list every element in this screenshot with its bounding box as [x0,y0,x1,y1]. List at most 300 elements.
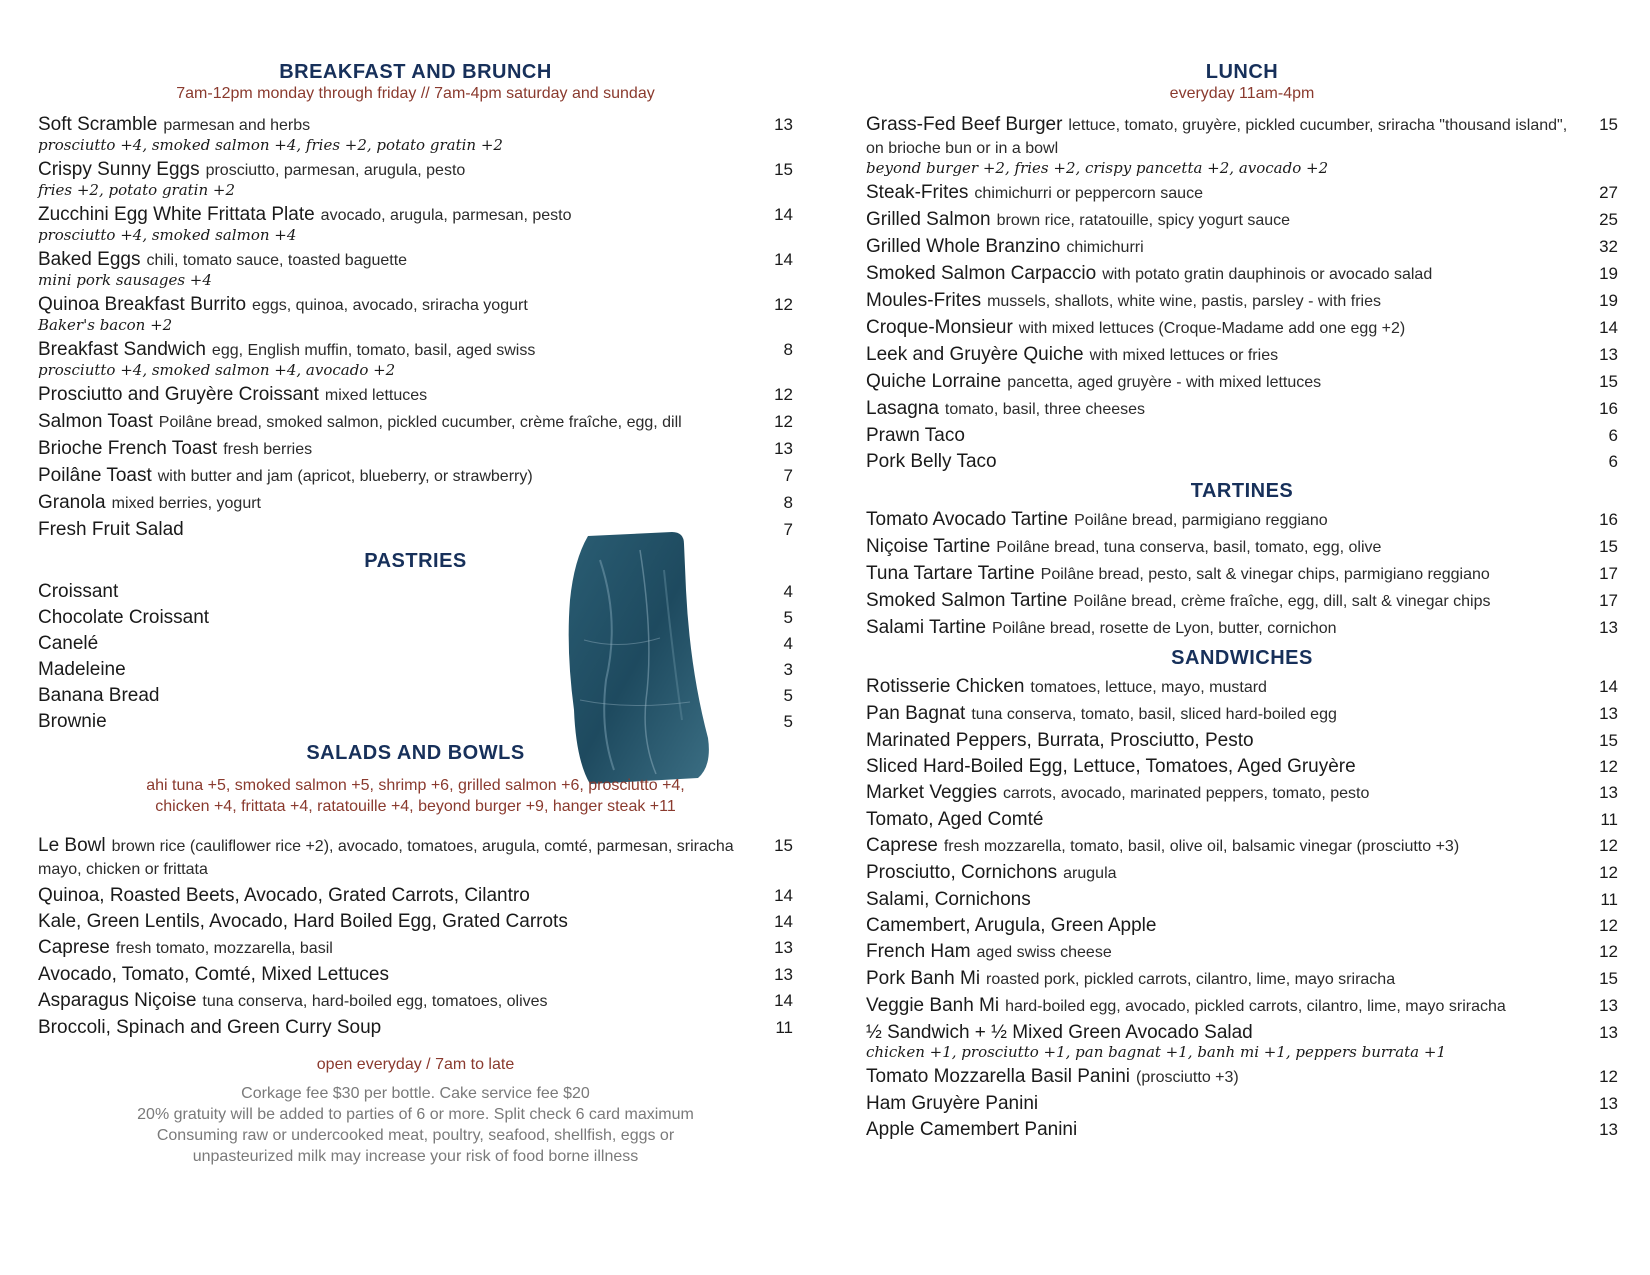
menu-item [38,384,793,407]
menu-item-price: 13 [1599,1023,1618,1042]
menu-item [38,685,793,707]
menu-item-line [38,911,753,933]
menu-item-name: Salmon Toast [38,411,153,432]
menu-item-name: Breakfast Sandwich [38,339,206,360]
menu-item-price: 14 [1599,677,1618,696]
menu-item-price: 13 [1599,996,1618,1015]
breakfast-list [38,114,793,541]
menu-item [866,509,1618,532]
lunch-title: LUNCH [1205,61,1279,83]
menu-item-description: fresh berries [223,441,313,458]
menu-item-name: Tomato Avocado Tartine [866,509,1069,530]
menu-item-name: Quiche Lorraine [866,371,1002,392]
menu-item-description: eggs, quinoa, avocado, sriracha yogurt [252,297,528,314]
menu-item-price: 3 [783,660,793,679]
menu-item [866,451,1618,473]
menu-item-price: 11 [775,1018,793,1037]
menu-item-name: Niçoise Tartine [866,536,991,557]
menu-item-name: Prosciutto and Gruyère Croissant [38,384,319,405]
menu-item-line [866,263,1578,286]
menu-item-description: mussels, shallots, white wine, pastis, parsley - with fries [987,293,1381,310]
menu-item-description: fresh tomato, mozzarella, basil [115,940,333,957]
menu-item-price: 7 [783,466,793,485]
menu-item-line [866,209,1578,232]
breakfast-hours: 7am-12pm monday through friday // 7am-4pm saturday and sunday [176,85,655,102]
menu-item-name: Leek and Gruyère Quiche [866,344,1084,365]
menu-item-name: Poilâne Toast [38,465,152,486]
menu-item-description: mixed berries, yogurt [111,495,261,512]
menu-item-price: 12 [774,412,793,431]
menu-item-line [866,1119,1578,1141]
menu-item-price: 12 [1599,916,1618,935]
right-column [866,60,1618,1145]
menu-item [38,990,793,1013]
menu-item-description: mixed lettuces [324,387,428,404]
menu-item [38,411,793,434]
menu-item-price: 12 [774,385,793,404]
menu-item-description: chili, tomato sauce, toasted baguette [146,252,408,269]
menu-item-line [866,451,1578,473]
menu-item-line [866,236,1578,259]
menu-item [866,114,1618,177]
menu-item-price: 32 [1599,237,1618,256]
menu-item-price: 19 [1599,264,1618,283]
menu-item-price: 15 [1599,115,1618,134]
menu-item [866,968,1618,991]
menu-item-price: 6 [1608,452,1618,471]
menu-item-line [866,809,1578,831]
menu-item-name: Grass-Fed Beef Burger [866,114,1063,135]
menu-item [38,581,793,603]
pastries-title: PASTRIES [364,550,467,572]
menu-item-line [866,317,1578,340]
menu-item-line [38,339,753,362]
menu-item-price: 12 [1599,757,1618,776]
menu-item-price: 15 [1599,731,1618,750]
menu-item-name: Brioche French Toast [38,438,218,459]
menu-item [866,182,1618,205]
menu-item-name: Salami Tartine [866,617,987,638]
open-hours: open everyday / 7am to late [316,1056,515,1073]
menu-item-price: 11 [1600,890,1618,909]
menu-item-name: Pork Banh Mi [866,968,981,989]
menu-item [866,371,1618,394]
menu-item-price: 13 [1599,345,1618,364]
menu-item-description: with potato gratin dauphinois or avocado salad [1102,266,1433,283]
menu-item-name: Madeleine [38,659,126,680]
menu-item-name: Tomato Mozzarella Basil Panini [866,1066,1131,1087]
menu-item-line [866,835,1578,858]
menu-item [38,937,793,960]
menu-item-name: Marinated Peppers, Burrata, Prosciutto, Pesto [866,730,1254,751]
menu-item-price: 14 [774,205,793,224]
menu-item-name: Le Bowl [38,835,106,856]
menu-item-price: 11 [1600,810,1618,829]
menu-item [38,911,793,933]
menu-item-line [38,1017,753,1039]
menu-item-price: 14 [1599,318,1618,337]
menu-item-name: Grilled Salmon [866,209,991,230]
menu-item-line [866,1066,1578,1089]
menu-item-name: Rotisserie Chicken [866,676,1025,697]
menu-item-name: Banana Bread [38,685,160,706]
breakfast-title: BREAKFAST AND BRUNCH [279,61,552,83]
menu-item-line [866,941,1578,964]
menu-item-line [866,617,1578,640]
menu-item-price: 12 [1599,942,1618,961]
menu-item-price: 13 [1599,1120,1618,1139]
menu-item-line [38,438,753,461]
menu-item [866,425,1618,447]
menu-item-description: tomato, basil, three cheeses [944,401,1146,418]
salads-extras-line2: chicken +4, frittata +4, ratatouille +4, beyond burger +9, hanger steak +11 [155,798,676,815]
menu-item-description: prosciutto, parmesan, arugula, pesto [205,162,466,179]
menu-item [38,294,793,334]
menu-item-price: 5 [783,712,793,731]
menu-item [38,607,793,629]
menu-item-name: Tuna Tartare Tartine [866,563,1035,584]
menu-item-name: Sliced Hard-Boiled Egg, Lettuce, Tomatoes, Aged Gruyère [866,756,1356,777]
menu-item-addons: prosciutto +4, smoked salmon +4, avocado +2 [38,361,396,379]
menu-item-line [38,711,753,733]
menu-item-name: Zucchini Egg White Frittata Plate [38,204,315,225]
menu-item [38,964,793,986]
menu-item [38,633,793,655]
menu-item [866,889,1618,911]
menu-item-name: ½ Sandwich + ½ Mixed Green Avocado Salad [866,1022,1253,1043]
menu-item-description: egg, English muffin, tomato, basil, aged swiss [211,342,536,359]
menu-item-name: French Ham [866,941,971,962]
menu-item-line [866,290,1578,313]
menu-item-price: 15 [1599,372,1618,391]
menu-item-addons: fries +2, potato gratin +2 [38,181,236,199]
menu-item-line [866,590,1578,613]
menu-item [866,590,1618,613]
menu-item-line [38,659,753,681]
menu-item-price: 13 [774,938,793,957]
menu-item [38,159,793,199]
menu-item-description: with butter and jam (apricot, blueberry, or strawberry) [157,468,533,485]
gratuity-note: 20% gratuity will be added to parties of 6 or more. Split check 6 card maximum [137,1106,694,1123]
menu-item-description: fresh mozzarella, tomato, basil, olive oil, balsamic vinegar (prosciutto +3) [943,838,1460,855]
menu-item-price: 13 [1599,618,1618,637]
menu-item [866,536,1618,559]
menu-item-line [866,182,1578,205]
menu-item [38,519,793,541]
menu-item-name: Grilled Whole Branzino [866,236,1061,257]
menu-item-line [38,519,753,541]
menu-item-price: 14 [774,912,793,931]
menu-item-line [38,159,753,182]
menu-item-name: Veggie Banh Mi [866,995,1000,1016]
left-column [38,60,793,1167]
menu-item-name: Pork Belly Taco [866,451,997,472]
menu-item-price: 13 [1599,1094,1618,1113]
menu-item-name: Croissant [38,581,119,602]
menu-item-name: Quinoa Breakfast Burrito [38,294,247,315]
menu-item [866,941,1618,964]
menu-item-line [38,964,753,986]
menu-item-line [38,581,753,603]
menu-item-line [38,465,753,488]
menu-item-price: 6 [1608,426,1618,445]
menu-item [38,114,793,154]
menu-item-name: Fresh Fruit Salad [38,519,184,540]
menu-item [866,398,1618,421]
menu-item [38,835,793,881]
menu-item [866,782,1618,805]
menu-item-name: Prawn Taco [866,425,965,446]
menu-item-description: hard-boiled egg, avocado, pickled carrots, cilantro, lime, mayo sriracha [1005,998,1506,1015]
menu-item-name: Crispy Sunny Eggs [38,159,200,180]
menu-item-name: Market Veggies [866,782,997,803]
menu-item [866,563,1618,586]
menu-item [866,344,1618,367]
tartines-title: TARTINES [1190,480,1294,502]
menu-item [866,835,1618,858]
menu-item-description: chimichurri or peppercorn sauce [974,185,1203,202]
menu-item-line [38,633,753,655]
menu-item-description: avocado, arugula, parmesan, pesto [320,207,572,224]
consumer-advisory-line2: unpasteurized milk may increase your risk of food borne illness [192,1148,639,1165]
menu-item-name: Pan Bagnat [866,703,966,724]
menu-item-description: carrots, avocado, marinated peppers, tomato, pesto [1002,785,1370,802]
menu-item-description: Poilâne bread, smoked salmon, pickled cucumber, crème fraîche, egg, dill [158,414,682,431]
menu-item-line [38,492,753,515]
menu-item-line [866,968,1578,991]
sandwiches-title: SANDWICHES [1171,647,1313,669]
menu-item [38,1017,793,1039]
menu-item [866,809,1618,831]
menu-item-line [866,676,1578,699]
menu-item-name: Salami, Cornichons [866,889,1031,910]
menu-item-name: Kale, Green Lentils, Avocado, Hard Boiled Egg, Grated Carrots [38,911,568,932]
menu-item-line [866,114,1578,160]
menu-item-name: Moules-Frites [866,290,982,311]
menu-item-line [38,411,753,434]
menu-item-price: 19 [1599,291,1618,310]
menu-item-line [38,990,753,1013]
menu-item-description: Poilâne bread, parmigiano reggiano [1074,512,1328,529]
menu-item-price: 7 [783,520,793,539]
menu-item-line [866,862,1578,885]
menu-item-description: Poilâne bread, crème fraîche, egg, dill, salt & vinegar chips [1073,593,1491,610]
menu-item-line [38,204,753,227]
menu-item-price: 14 [774,991,793,1010]
menu-item-line [866,425,1578,447]
menu-item-name: Ham Gruyère Panini [866,1093,1039,1114]
menu-item [866,617,1618,640]
menu-item [38,438,793,461]
menu-item [38,465,793,488]
menu-item-line [866,1022,1578,1044]
menu-item [866,862,1618,885]
menu-item-line [866,730,1578,752]
menu-item-name: Canelé [38,633,99,654]
menu-item [38,711,793,733]
menu-item-line [866,398,1578,421]
menu-item-name: Avocado, Tomato, Comté, Mixed Lettuces [38,964,389,985]
menu-item-description: brown rice, ratatouille, spicy yogurt sauce [996,212,1291,229]
menu-item-line [38,384,753,407]
menu-item-description: Poilâne bread, pesto, salt & vinegar chips, parmigiano reggiano [1040,566,1490,583]
menu-item [866,209,1618,232]
menu-item-price: 14 [774,250,793,269]
menu-item-name: Tomato, Aged Comté [866,809,1044,830]
salads-title: SALADS AND BOWLS [306,742,525,764]
menu-item [866,995,1618,1018]
menu-item-price: 5 [783,686,793,705]
menu-item-name: Brownie [38,711,107,732]
menu-item-description: with mixed lettuces (Croque-Madame add one egg +2) [1018,320,1406,337]
menu-item [866,703,1618,726]
menu-item [38,492,793,515]
menu-item-price: 13 [774,439,793,458]
menu-item-name: Smoked Salmon Tartine [866,590,1068,611]
menu-item-name: Smoked Salmon Carpaccio [866,263,1097,284]
menu-item-price: 13 [774,965,793,984]
menu-item-price: 15 [1599,537,1618,556]
menu-item-price: 12 [774,295,793,314]
menu-item-name: Chocolate Croissant [38,607,210,628]
menu-item [38,659,793,681]
menu-item-description: pancetta, aged gruyère - with mixed lettuces [1007,374,1322,391]
menu-item-price: 13 [774,115,793,134]
menu-item-line [38,885,753,907]
menu-item-description: tuna conserva, tomato, basil, sliced hard-boiled egg [971,706,1337,723]
sandwiches-list [866,676,1618,1141]
menu-item-name: Apple Camembert Panini [866,1119,1078,1140]
menu-item-description: tuna conserva, hard-boiled egg, tomatoes, olives [202,993,548,1010]
menu-item-description: lettuce, tomato, gruyère, pickled cucumber, sriracha "thousand island", on brioche bun or in a bowl [866,117,1568,157]
menu-item-price: 12 [1599,836,1618,855]
menu-item-description: Poilâne bread, rosette de Lyon, butter, cornichon [992,620,1337,637]
menu-item-description: chimichurri [1066,239,1144,256]
salads-extras-line1: ahi tuna +5, smoked salmon +5, shrimp +6, grilled salmon +6, prosciutto +4, [146,777,685,794]
menu-item-description: with mixed lettuces or fries [1089,347,1279,364]
menu-item [866,1093,1618,1115]
menu-item [866,1119,1618,1141]
menu-item-price: 13 [1599,704,1618,723]
menu-item [866,317,1618,340]
menu-item-addons: chicken +1, prosciutto +1, pan bagnat +1, banh mi +1, peppers burrata +1 [866,1043,1446,1061]
menu-item-description: tomatoes, lettuce, mayo, mustard [1030,679,1267,696]
menu-item-name: Granola [38,492,106,513]
menu-item [38,249,793,289]
menu-item-line [38,607,753,629]
menu-item-price: 15 [774,160,793,179]
menu-item-addons: prosciutto +4, smoked salmon +4 [38,226,297,244]
menu-item-line [866,563,1578,586]
menu-item-name: Soft Scramble [38,114,158,135]
menu-item-description: brown rice (cauliflower rice +2), avocado, tomatoes, arugula, comté, parmesan, sriracha mayo, chicken or frittata [38,838,734,878]
menu-item-line [38,294,753,317]
salads-list [38,835,793,1039]
menu-item-name: Prosciutto, Cornichons [866,862,1058,883]
corkage-note: Corkage fee $30 per bottle. Cake service fee $20 [241,1085,590,1102]
menu-item-line [866,915,1578,937]
menu-item [866,730,1618,752]
menu-item-price: 8 [783,340,793,359]
menu-item-addons: Baker's bacon +2 [38,316,173,334]
lunch-hours: everyday 11am-4pm [1169,85,1315,102]
menu-item-line [866,782,1578,805]
menu-item-line [38,249,753,272]
menu-item-line [866,509,1578,532]
menu-item-price: 16 [1599,510,1618,529]
menu-item-description: (prosciutto +3) [1136,1069,1239,1086]
lunch-list [866,114,1618,473]
menu-item-price: 4 [783,634,793,653]
menu-item-line [866,371,1578,394]
menu-item-price: 12 [1599,863,1618,882]
menu-item-name: Baked Eggs [38,249,141,270]
menu-item-line [866,536,1578,559]
menu-item-name: Quinoa, Roasted Beets, Avocado, Grated Carrots, Cilantro [38,885,530,906]
menu-item-line [866,756,1578,778]
menu-item-line [38,937,753,960]
menu-item-name: Broccoli, Spinach and Green Curry Soup [38,1017,382,1038]
menu-item-description: Poilâne bread, tuna conserva, basil, tomato, egg, olive [996,539,1382,556]
menu-item-addons: prosciutto +4, smoked salmon +4, fries +2, potato gratin +2 [38,136,503,154]
menu-item-line [866,889,1578,911]
menu-item-addons: mini pork sausages +4 [38,271,212,289]
menu-item-line [38,835,753,881]
tartines-list [866,509,1618,640]
menu-item-price: 4 [783,582,793,601]
menu-item [866,290,1618,313]
menu-item-name: Croque-Monsieur [866,317,1013,338]
menu-item-name: Caprese [38,937,110,958]
menu-item-line [38,685,753,707]
menu-item-description: roasted pork, pickled carrots, cilantro, lime, mayo sriracha [986,971,1396,988]
menu-item-line [866,703,1578,726]
menu-item [866,1066,1618,1089]
menu-item-line [866,344,1578,367]
menu-item-price: 15 [1599,969,1618,988]
menu-item-price: 27 [1599,183,1618,202]
menu-item-price: 14 [774,886,793,905]
menu-item-description: aged swiss cheese [976,944,1112,961]
menu-item-description: arugula [1063,865,1117,882]
menu-item-price: 8 [783,493,793,512]
menu-item-name: Lasagna [866,398,939,419]
menu-item [866,1022,1618,1061]
menu-item-price: 17 [1599,564,1618,583]
menu-item-line [866,1093,1578,1115]
menu-item-price: 25 [1599,210,1618,229]
consumer-advisory-line1: Consuming raw or undercooked meat, poultry, seafood, shellfish, eggs or [156,1127,675,1144]
menu-item-description: parmesan and herbs [163,117,311,134]
menu-item-name: Steak-Frites [866,182,969,203]
menu-item-name: Asparagus Niçoise [38,990,197,1011]
menu-item [866,676,1618,699]
menu-item [866,236,1618,259]
menu-item [38,204,793,244]
menu-item-price: 12 [1599,1067,1618,1086]
menu-item-name: Camembert, Arugula, Green Apple [866,915,1157,936]
menu-item-price: 15 [774,836,793,855]
pastries-list [38,581,793,733]
menu-item-line [38,114,753,137]
menu-item-price: 13 [1599,783,1618,802]
menu-item-price: 16 [1599,399,1618,418]
menu-item [38,885,793,907]
menu-item [866,915,1618,937]
menu-item-addons: beyond burger +2, fries +2, crispy pancetta +2, avocado +2 [866,159,1329,177]
menu-item [866,756,1618,778]
menu-item-price: 5 [783,608,793,627]
